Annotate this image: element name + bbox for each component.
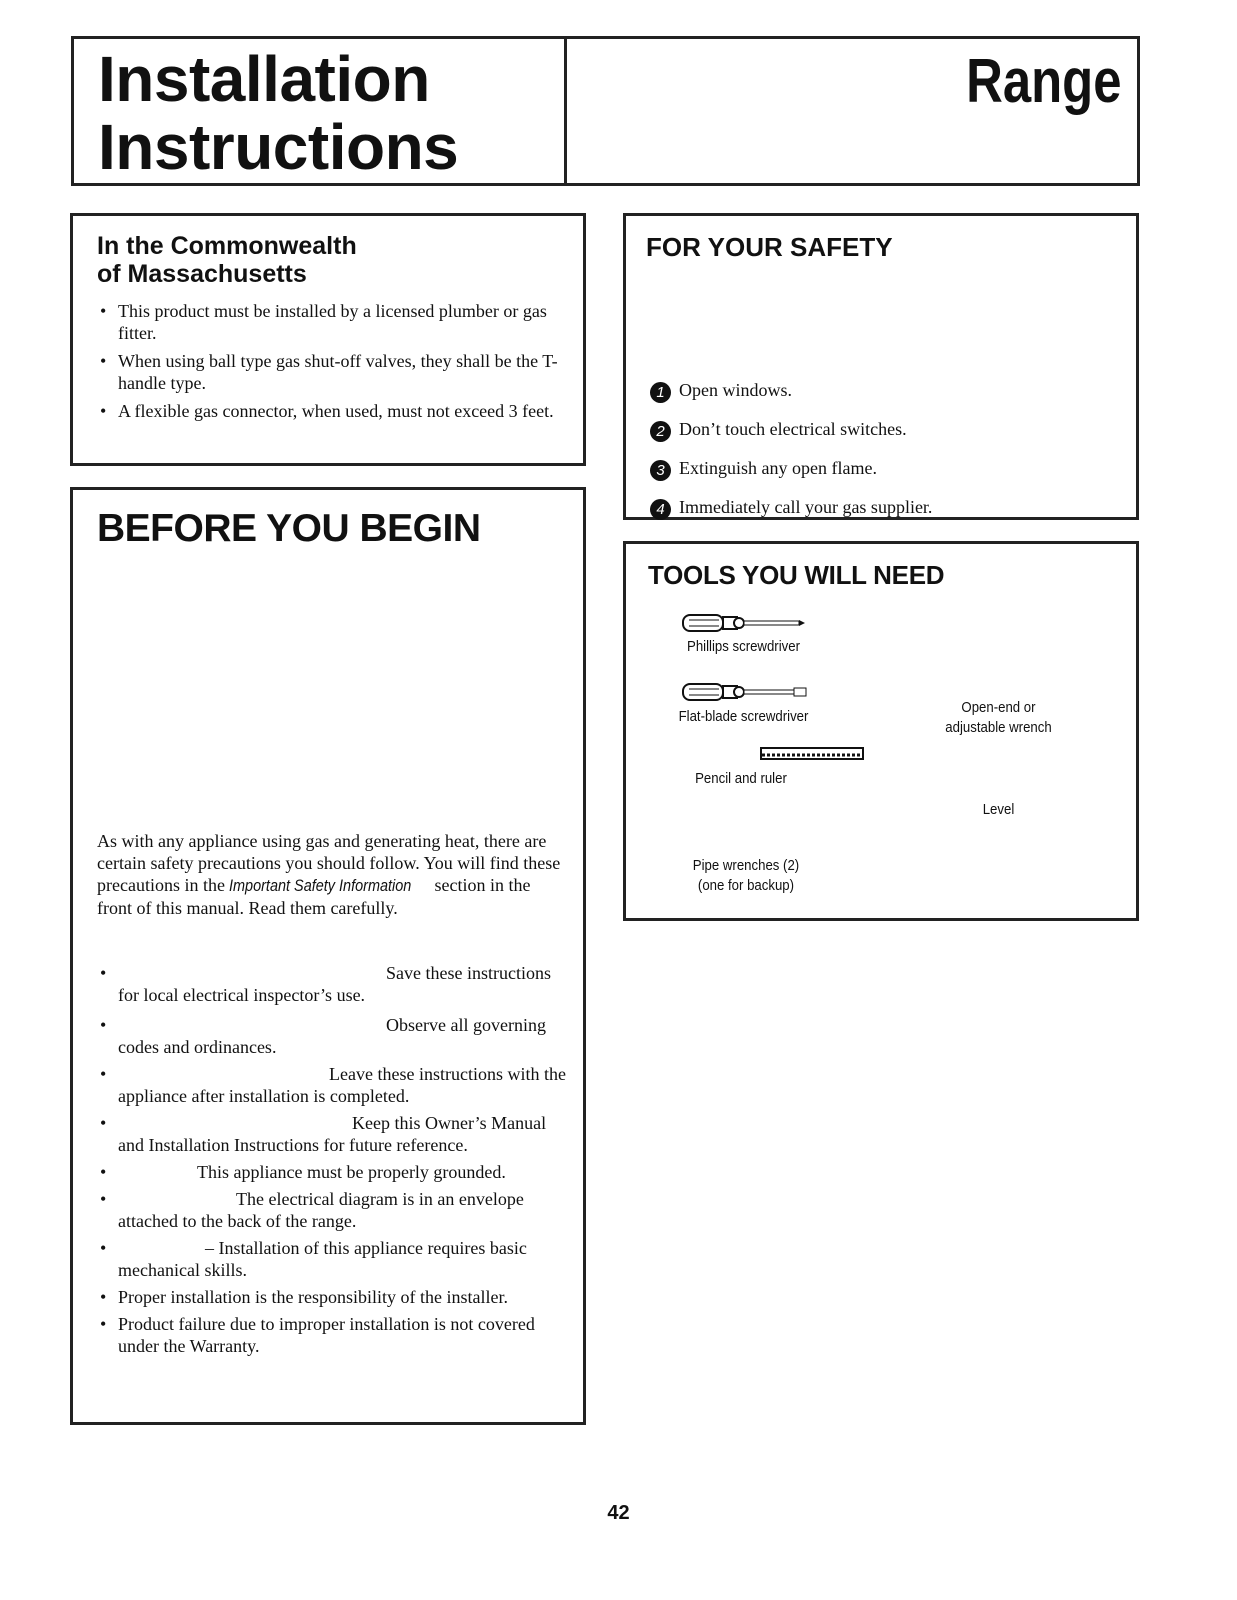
massachusetts-section xyxy=(70,213,586,466)
before-you-begin-section xyxy=(70,487,586,1425)
safety-step xyxy=(650,454,932,481)
step-text: Immediately call your gas supplier. xyxy=(679,496,933,517)
safety-step xyxy=(650,376,932,403)
step-text: Don’t touch electrical switches. xyxy=(679,418,907,439)
step-text: Open windows. xyxy=(679,379,792,400)
flat-blade-screwdriver-icon xyxy=(681,681,809,703)
wrench-label xyxy=(935,698,1063,738)
list-item: • A flexible gas connector, when used, must not exceed 3 feet. xyxy=(97,400,559,422)
product-name: Range xyxy=(965,47,1121,116)
page-header xyxy=(71,36,1140,186)
list-item: • Product failure due to improper installation is not covered under the Warranty. xyxy=(97,1313,567,1357)
step-number-icon: 3 xyxy=(650,460,671,481)
intro-text: As with any appliance using gas and generating heat, there are certain safety precautions you should follow. You will find these precautions in the xyxy=(97,831,561,895)
ruler-icon xyxy=(760,747,864,761)
safety-step xyxy=(650,493,932,520)
heading-line-1: In the Commonwealth xyxy=(97,232,357,260)
pipe-wrenches-label xyxy=(680,856,812,896)
item-text: Leave these instructions with the appliance after installation is completed. xyxy=(118,1064,566,1106)
list-item xyxy=(97,1237,567,1281)
intro-paragraph xyxy=(97,830,567,919)
step-number-icon: 2 xyxy=(650,421,671,442)
list-item: • This product must be installed by a licensed plumber or gas fitter. xyxy=(97,300,559,344)
list-item xyxy=(97,1161,567,1183)
tools-section xyxy=(623,541,1139,921)
intro-text-end: section in the front of this manual. Read them carefully. xyxy=(97,875,531,918)
header-divider xyxy=(564,39,567,183)
pipe-label-line-1: Pipe wrenches (2) xyxy=(692,857,800,874)
massachusetts-list xyxy=(97,300,559,422)
list-item: • Proper installation is the responsibility of the installer. xyxy=(97,1286,567,1308)
title-line-1: Installation xyxy=(98,43,430,115)
safety-heading: FOR YOUR SAFETY xyxy=(646,232,893,262)
item-text: Save these instructions for local electrical inspector’s use. xyxy=(118,963,551,1005)
safety-step xyxy=(650,415,932,442)
step-number-icon: 4 xyxy=(650,499,671,520)
list-item: • When using ball type gas shut-off valves, they shall be the T-handle type. xyxy=(97,350,559,394)
item-text: The electrical diagram is in an envelope attached to the back of the range. xyxy=(118,1189,524,1231)
list-item xyxy=(97,1188,567,1232)
heading-line-2: of Massachusetts xyxy=(97,260,307,288)
item-text: Keep this Owner’s Manual and Installation Instructions for future reference. xyxy=(118,1113,547,1155)
item-text: This appliance must be properly grounded. xyxy=(197,1162,506,1182)
step-text: Extinguish any open flame. xyxy=(679,457,877,478)
page-title xyxy=(98,45,458,181)
item-text: – Installation of this appliance requires basic mechanical skills. xyxy=(118,1238,527,1280)
item-text: Observe all governing codes and ordinances. xyxy=(118,1015,546,1057)
before-you-begin-heading: BEFORE YOU BEGIN xyxy=(97,507,481,550)
list-item xyxy=(97,1014,567,1058)
phillips-screwdriver-label: Phillips screwdriver xyxy=(687,638,800,655)
pipe-label-line-2: (one for backup) xyxy=(697,877,795,894)
step-number-icon: 1 xyxy=(650,382,671,403)
massachusetts-heading xyxy=(97,232,559,288)
phillips-screwdriver-icon xyxy=(681,612,806,634)
level-label: Level xyxy=(982,801,1015,818)
list-item xyxy=(97,962,567,1006)
safety-steps xyxy=(650,376,932,532)
page-number: 42 xyxy=(607,1502,630,1524)
list-item xyxy=(97,1063,567,1107)
wrench-label-line-1: Open-end or xyxy=(961,699,1036,716)
pencil-ruler-label: Pencil and ruler xyxy=(695,770,787,787)
intro-reference: Important Safety Information xyxy=(229,876,412,895)
precautions-list xyxy=(97,962,567,1362)
tools-heading: TOOLS YOU WILL NEED xyxy=(648,560,945,590)
wrench-label-line-2: adjustable wrench xyxy=(945,719,1052,736)
list-item xyxy=(97,1112,567,1156)
title-line-2: Instructions xyxy=(98,111,459,183)
flat-blade-screwdriver-label: Flat-blade screwdriver xyxy=(678,708,809,725)
for-your-safety-section xyxy=(623,213,1139,520)
